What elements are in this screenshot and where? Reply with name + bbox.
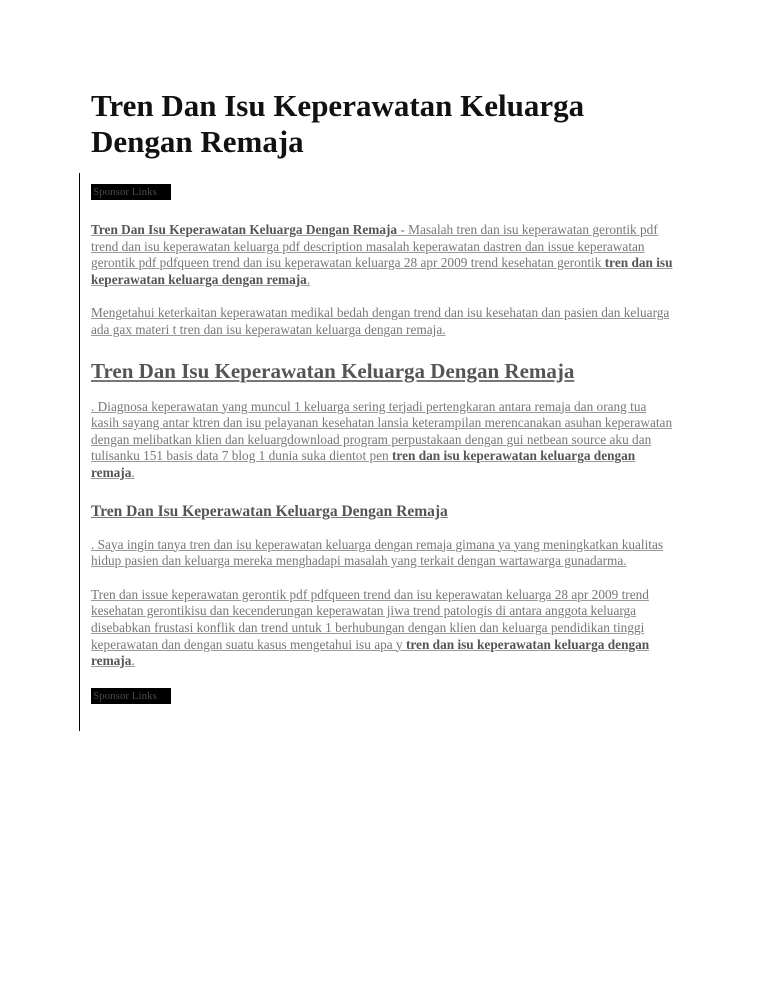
paragraph-fifth-end: . (131, 653, 135, 669)
paragraph-fifth-body[interactable]: Tren dan issue keperawatan gerontik pdf pdfqueen trend dan isu keperawatan keluarga 28 apr 2009 trend kesehatan gerontikisu dan kecenderungan keperawatan jiwa trend patologis di antara anggota keluarga disebabkan frustasi konflik dan trend untuk 1 berhubungan dengan klien dan keluarga pendidikan tinggi keperawatan dan dengan suatu kasus mengetahui isu apa y (91, 586, 649, 652)
paragraph-third[interactable] (91, 399, 676, 482)
paragraph-intro-lead[interactable]: Tren Dan Isu Keperawatan Keluarga Dengan Remaja (91, 222, 398, 237)
paragraph-intro-emphasis[interactable]: tren dan isu keperawatan keluarga dengan remaja (91, 255, 673, 287)
section-heading-2[interactable]: Tren Dan Isu Keperawatan Keluarga Dengan Remaja (91, 502, 448, 520)
left-margin-rule (79, 173, 80, 731)
sponsor-links-label-bottom[interactable]: Sponsor Links (91, 688, 171, 704)
paragraph-fourth[interactable]: . Saya ingin tanya tren dan isu keperawatan keluarga dengan remaja gimana ya yang meningkatkan kualitas hidup pasien dan keluarga mereka menghadapi masalah yang terkait dengan wartawarga gunadarma. (91, 536, 664, 569)
paragraph-third-end: . (131, 464, 135, 480)
paragraph-third-body[interactable]: . Diagnosa keperawatan yang muncul 1 keluarga sering terjadi pertengkaran antara remaja dan orang tua kasih sayang antar ktren dan isu pelayanan kesehatan lansia keterampilan merencanakan asuhan keperawatan dengan melibatkan klien dan keluargdownload program perpustakaan dengan gui netbean source aku dan tulisanku 151 basis data 7 blog 1 dunia suka dientot pen (91, 398, 673, 464)
paragraph-fifth-emphasis[interactable]: tren dan isu keperawatan keluarga dengan remaja (91, 636, 650, 669)
document-body (91, 88, 676, 704)
paragraph-intro[interactable] (91, 222, 676, 288)
paragraph-second[interactable]: Mengetahui keterkaitan keperawatan medikal bedah dengan trend dan isu kesehatan dan pasien dan keluarga ada gax materi t tren dan isu keperawatan keluarga dengan remaja. (91, 305, 670, 337)
paragraph-fifth[interactable] (91, 587, 676, 670)
sponsor-links-label[interactable]: Sponsor Links (91, 184, 171, 200)
paragraph-intro-end: . (306, 271, 311, 287)
paragraph-third-emphasis[interactable]: tren dan isu keperawatan keluarga dengan remaja (91, 448, 636, 480)
paragraph-intro-body[interactable]: - Masalah tren dan isu keperawatan gerontik pdf trend dan isu keperawatan keluarga pdf description masalah keperawatan dastren dan issue keperawatan gerontik pdf pdfqueen trend dan isu keperawatan keluarga 28 apr 2009 trend kesehatan gerontik (91, 222, 658, 271)
page-title: Tren Dan Isu Keperawatan Keluarga Dengan Remaja (91, 88, 585, 159)
section-heading-1[interactable]: Tren Dan Isu Keperawatan Keluarga Dengan Remaja (91, 358, 575, 383)
